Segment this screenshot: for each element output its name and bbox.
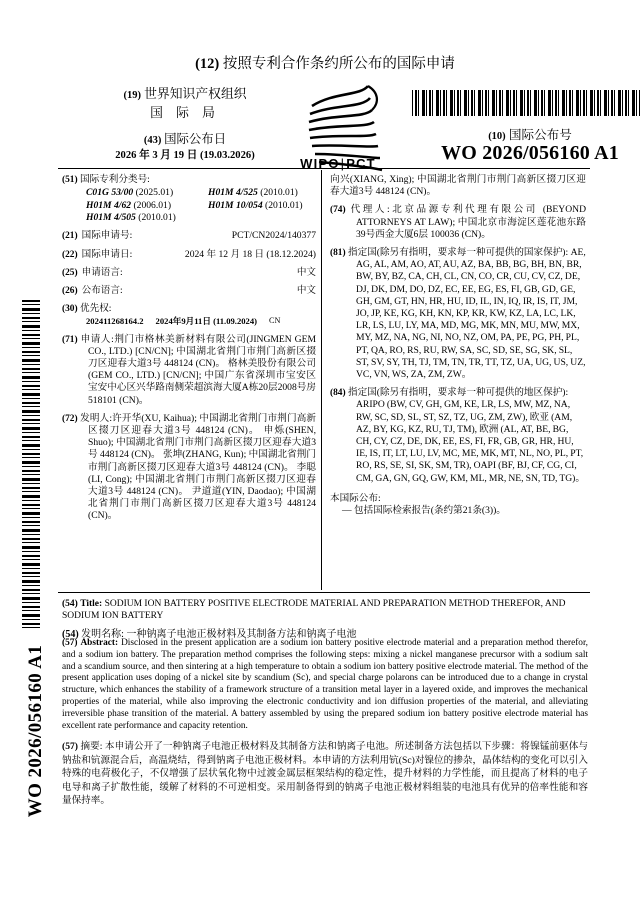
app-lang-tag: (25) bbox=[62, 267, 78, 278]
designated-regions-label: 指定国(除另有指明，要求每一种可提供的地区保护): bbox=[348, 387, 569, 399]
app-date-value: 2024 年 12 月 18 日 (18.12.2024) bbox=[184, 248, 316, 260]
field-inventors bbox=[62, 413, 316, 523]
spine-barcode bbox=[22, 300, 40, 630]
field-application-language bbox=[62, 267, 316, 279]
designated-states-tag: (81) bbox=[330, 248, 346, 259]
pub-no-label-text: 国际公布号 bbox=[508, 128, 572, 142]
spine-publication-number: WO 2026/056160 A1 bbox=[25, 644, 46, 818]
header-divider bbox=[58, 168, 590, 169]
ipc-code: H01M 4/525 (2010.01) bbox=[208, 187, 298, 199]
priority-country: CN bbox=[269, 316, 281, 326]
applicant-text: 荆门市格林美新材料有限公司(JINGMEN GEM CO., LTD.) [CN/CN]; 中国湖北省荆门市荆门高新区掇刀区迎春大道3号 448124 (CN)。 格林美股份有限公司(GEM CO., LTD.) [CN/CN]; 中国广东省深圳市宝安区宝安中心区兴华路南侧荣超滨海大厦A栋20层2008号房 518101 (CN)。 bbox=[88, 333, 316, 406]
designated-states-label: 指定国(除另有指明，要求每一种可提供的国家保护): bbox=[348, 247, 569, 259]
ipc-tag: (51) bbox=[62, 175, 78, 185]
column-divider bbox=[321, 170, 322, 590]
code-10: (10) bbox=[488, 131, 506, 142]
ipc-entries bbox=[62, 187, 316, 224]
priority-date: 2024年9月11日 (11.09.2024) bbox=[155, 316, 258, 327]
field-designated-states bbox=[330, 247, 586, 381]
app-lang-value: 中文 bbox=[296, 266, 316, 278]
field-application-number bbox=[62, 230, 316, 242]
pub-lang-label: 公布语言: bbox=[81, 285, 123, 297]
designated-regions-list: ARIPO (BW, CV, GH, GM, KE, LR, LS, MW, MZ, NA, RW, SC, SD, SL, ST, SZ, TZ, UG, ZM, ZW), 欧亚 (AM, AZ, BY, KG, KZ, RU, TJ, TM), 欧洲 (AL, AT, BE, BG, CH, CY, CZ, DE, DK, EE, ES, FI, FR, GB, GR, HR, HU, IE, IS, IT, LT, LU, LV, MC, ME, MK, MT, NL, NO, PL, PT, RO, RS, SE, SI, SK, SM, TR), OAPI (BF, BJ, CF, CG, CI, CM, GA, GN, GQ, GW, KM, ML, MR, NE, SN, TD, TG)。 bbox=[356, 399, 585, 484]
app-lang-label: 申请语言: bbox=[81, 266, 123, 278]
app-date-label: 国际申请日: bbox=[81, 248, 133, 260]
pct-text: PCT bbox=[346, 156, 376, 171]
org-name: 世界知识产权组织 bbox=[144, 87, 247, 101]
field-publication-note bbox=[330, 493, 586, 517]
field-applicant bbox=[62, 334, 316, 407]
app-no-label: 国际申请号: bbox=[81, 230, 133, 242]
abstract-en-label: Abstract: bbox=[80, 638, 119, 648]
title-en-tag: (54) bbox=[62, 599, 78, 609]
abstract-en-text: Disclosed in the present application are a sodium ion battery positive electrode material and a preparation method therefor, and a sodium ion battery. The preparation method comprises the following steps: mixing a nickel manganese precursor with a sodium salt and a scandium source, and then sintering at a high temperature to obtain a sodium ion battery positive electrode material. The method of the present application uses doping of a nickel site by scandium (Sc), and special charge polarons can be introduced due to a change in crystal structure, which enhances the stability of a framework structure of a transition metal layer in a layered oxide, and improves the mechanical properties of the material, while also improving the electronic conductivity and ion diffusion properties of the material, and alleviating irreversible phase transition of the material. A battery assembled by using the prepared sodium ion battery positive electrode material has excellent rate performance and capacity retention. bbox=[62, 638, 588, 731]
title-section-top-divider bbox=[58, 592, 590, 593]
code-12: (12) bbox=[195, 56, 220, 72]
app-no-value: PCT/CN2024/140377 bbox=[231, 230, 316, 242]
agent-text: 北京品源专利代理有限公司 (BEYOND ATTORNEYS AT LAW); 中国北京市海淀区莲花池东路39号西金大厦6层 100036 (CN)。 bbox=[356, 204, 586, 240]
ipc-code: H01M 4/505 (2010.01) bbox=[86, 212, 176, 224]
title-en-label: Title: bbox=[80, 599, 103, 609]
title-zh-tag: (54) bbox=[62, 628, 79, 640]
pub-lang-tag: (26) bbox=[62, 286, 78, 297]
inventors-tag: (72) bbox=[62, 413, 78, 424]
code-43: (43) bbox=[143, 135, 162, 146]
publication-note-item bbox=[330, 505, 586, 517]
ipc-code bbox=[208, 212, 316, 224]
ipc-label: 国际专利分类号: bbox=[80, 174, 150, 185]
publication-note-heading: 本国际公布: bbox=[330, 492, 381, 504]
abstract-zh-label: 摘要: bbox=[80, 741, 103, 753]
pub-date-label: 国际公布日 bbox=[164, 132, 227, 146]
publication-number-label bbox=[412, 124, 640, 143]
agent-label: 代理人: bbox=[350, 204, 390, 216]
inventor-continuation: 向兴(XIANG, Xing); 中国湖北省荆门市荆门高新区掇刀区迎春大道3号 448124 (CN)。 bbox=[330, 174, 586, 198]
pub-date-value: 2026 年 3 月 19 日 (19.03.2026) bbox=[115, 150, 255, 161]
field-publication-language bbox=[62, 285, 316, 297]
abstract-zh-tag: (57) bbox=[62, 741, 78, 753]
designated-states-list: AE, AG, AL, AM, AO, AT, AU, AZ, BA, BB, BG, BH, BN, BR, BW, BY, BZ, CA, CH, CL, CN, CO, CR, CU, CV, CZ, DE, DJ, DK, DM, DO, DZ, EC, EE, EG, ES, FI, GB, GD, GE, GH, GM, GT, HN, HR, HU, ID, IL, IN, IQ, IR, IS, IT, JM, JO, JP, KE, KG, KH, KN, KP, KR, KW, KZ, LA, LC, LK, LR, LS, LU, LY, MA, MD, MG, MK, MN, MU, MW, MX, MY, MZ, NA, NG, NI, NO, NZ, OM, PA, PE, PG, PH, PL, PT, QA, RO, RS, RU, RW, SA, SC, SD, SE, SG, SK, SL, ST, SV, SY, TH, TJ, TM, TN, TR, TT, TZ, UA, UG, US, UZ, VC, VN, WS, ZA, ZM, ZW。 bbox=[356, 247, 586, 381]
inventors-text: 许开华(XU, Kaihua); 中国湖北省荆门市荆门高新区掇刀区迎春大道3号 448124 (CN)。 申烁(SHEN, Shuo); 中国湖北省荆门市荆门高新区掇刀区迎春大道3号 448124 (CN)。 张坤(ZHANG, Kun); 中国湖北省荆门市荆门高新区掇刀区迎春大道3号 448124 (CN)。 李聪(LI, Cong); 中国湖北省荆门市荆门高新区掇刀区迎春大道3号 448124 (CN)。 尹道道(YIN, Daodao); 中国湖北省荆门市荆门高新区掇刀区迎春大道3号 448124 (CN)。 bbox=[88, 412, 317, 522]
bibliographic-right-column bbox=[330, 174, 586, 517]
inventors-label: 发明人: bbox=[80, 412, 113, 424]
header-title-12: 按照专利合作条约所公布的国际申请 bbox=[222, 56, 455, 72]
abstract-english bbox=[62, 638, 588, 732]
pub-lang-value: 中文 bbox=[296, 285, 316, 297]
header-publication-type bbox=[60, 52, 590, 73]
abstract-zh-text: 本申请公开了一种钠离子电池正极材料及其制备方法和钠离子电池。所述制备方法包括以下步骤：将镍锰前驱体与钠盐和钪源混合后，高温烧结，得到钠离子电池正极材料。本申请的方法利用钪(Sc)对镍位的掺杂，晶体结构的变化可以引入特殊的电荷极化子，不仅增强了层状氧化物中过渡金属层框架结构的稳定性，提升材料的力学性能，而且提高了材料的电子电导和离子扩散性能，缓解了材料的不可逆相变。采用制备得到的钠离子电池正极材料组装的电池具有优异的倍率性能和容量保持率。 bbox=[62, 741, 588, 806]
field-designated-regions bbox=[330, 387, 586, 485]
publication-number-value: WO 2026/056160 A1 bbox=[441, 142, 619, 164]
field-ipc bbox=[62, 174, 316, 224]
field-priority bbox=[62, 303, 316, 327]
applicant-label: 申请人: bbox=[80, 333, 114, 345]
header-organization bbox=[80, 86, 290, 121]
applicant-tag: (71) bbox=[62, 334, 78, 345]
ipc-code: H01M 4/62 (2006.01) bbox=[86, 199, 172, 211]
abstract-block bbox=[62, 638, 588, 807]
title-en-text: SODIUM ION BATTERY POSITIVE ELECTRODE MATERIAL AND PREPARATION METHOD THEREFOR, AND SODIUM ION BATTERY bbox=[62, 599, 566, 622]
priority-tag: (30) bbox=[62, 304, 78, 315]
ipc-code: C01G 53/00 (2025.01) bbox=[86, 187, 174, 199]
org-bureau: 国 际 局 bbox=[150, 106, 220, 120]
agent-tag: (74) bbox=[330, 205, 346, 216]
header-publication-date bbox=[70, 132, 300, 163]
dash-marker: — bbox=[342, 505, 352, 517]
field-application-date bbox=[62, 249, 316, 261]
title-zh-text: 一种钠离子电池正极材料及其制备方法和钠离子电池 bbox=[126, 628, 357, 640]
field-agent bbox=[330, 204, 586, 241]
bibliographic-left-column bbox=[62, 174, 316, 529]
priority-label: 优先权: bbox=[80, 303, 112, 315]
document-spine bbox=[14, 300, 48, 900]
app-date-tag: (22) bbox=[62, 249, 78, 260]
priority-row bbox=[62, 315, 316, 327]
publication-note-text: 包括国际检索报告(条约第21条(3))。 bbox=[354, 505, 506, 517]
abstract-chinese bbox=[62, 740, 588, 807]
wordmark-separator: | bbox=[340, 156, 346, 171]
title-english bbox=[62, 598, 588, 623]
page-header bbox=[60, 44, 619, 174]
wipo-text: WIPO bbox=[300, 156, 340, 171]
code-19: (19) bbox=[123, 90, 141, 101]
priority-number: 202411268164.2 bbox=[86, 316, 144, 327]
publication-barcode bbox=[412, 90, 640, 116]
abstract-en-tag: (57) bbox=[62, 638, 78, 648]
invention-title-block bbox=[62, 598, 588, 641]
ipc-code: H01M 10/054 (2010.01) bbox=[208, 199, 303, 211]
title-zh-label: 发明名称: bbox=[81, 628, 124, 640]
app-no-tag: (21) bbox=[62, 231, 78, 242]
designated-regions-tag: (84) bbox=[330, 388, 346, 399]
